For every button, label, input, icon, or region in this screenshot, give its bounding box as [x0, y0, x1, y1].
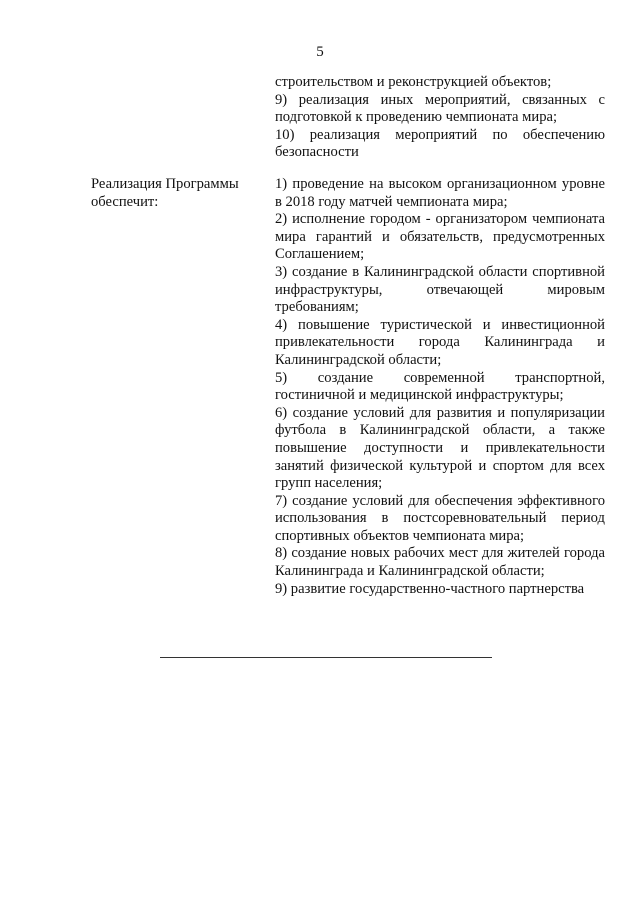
outcome-item-7: 7) создание условий для обеспечения эффективного использования в постсоревновательный период спортивных объектов чемпионата мира; [275, 492, 605, 544]
outcome-item-1: 1) проведение на высоком организационном уровне в 2018 году матчей чемпионата мира; [275, 176, 605, 210]
outcome-item-8: 8) создание новых рабочих мест для жителей города Калининграда и Калининградской области; [275, 545, 605, 580]
outcomes-list [275, 176, 605, 598]
outcome-item-9: 9) развитие государственно-частного партнерства [275, 580, 585, 597]
outcome-item-3: 3) создание в Калининградской области спортивной инфраструктуры, отвечающей мировым требованиям; [275, 263, 605, 316]
outcome-item-4: 4) повышение туристической и инвестиционной привлекательности города Калининграда и Калининградской области; [275, 316, 605, 368]
outcome-item-5: 5) создание современной транспортной, гостиничной и медицинской инфраструктуры; [275, 369, 605, 404]
end-of-document-rule [160, 657, 492, 658]
outcome-item-6: 6) создание условий для развития и популяризации футбола в Калининградской области, а также повышение доступности и привлекательности занятий физической культурой и спортом для всех групп населения; [275, 404, 605, 492]
section-label: Реализация Программы обеспечит: [91, 176, 239, 210]
outcome-item-2: 2) исполнение городом - организатором чемпионата мира гарантий и обязательств, предусмотренных Соглашением; [275, 211, 605, 263]
page-number: 5 [316, 44, 324, 60]
continuation-item-10: 10) реализация мероприятий по обеспечению безопасности [275, 126, 605, 161]
continuation-block [275, 74, 605, 162]
continuation-item-9: 9) реализация иных мероприятий, связанных с подготовкой к проведению чемпионата мира; [275, 91, 605, 126]
continuation-line-1: строительством и реконструкцией объектов; [275, 74, 552, 90]
